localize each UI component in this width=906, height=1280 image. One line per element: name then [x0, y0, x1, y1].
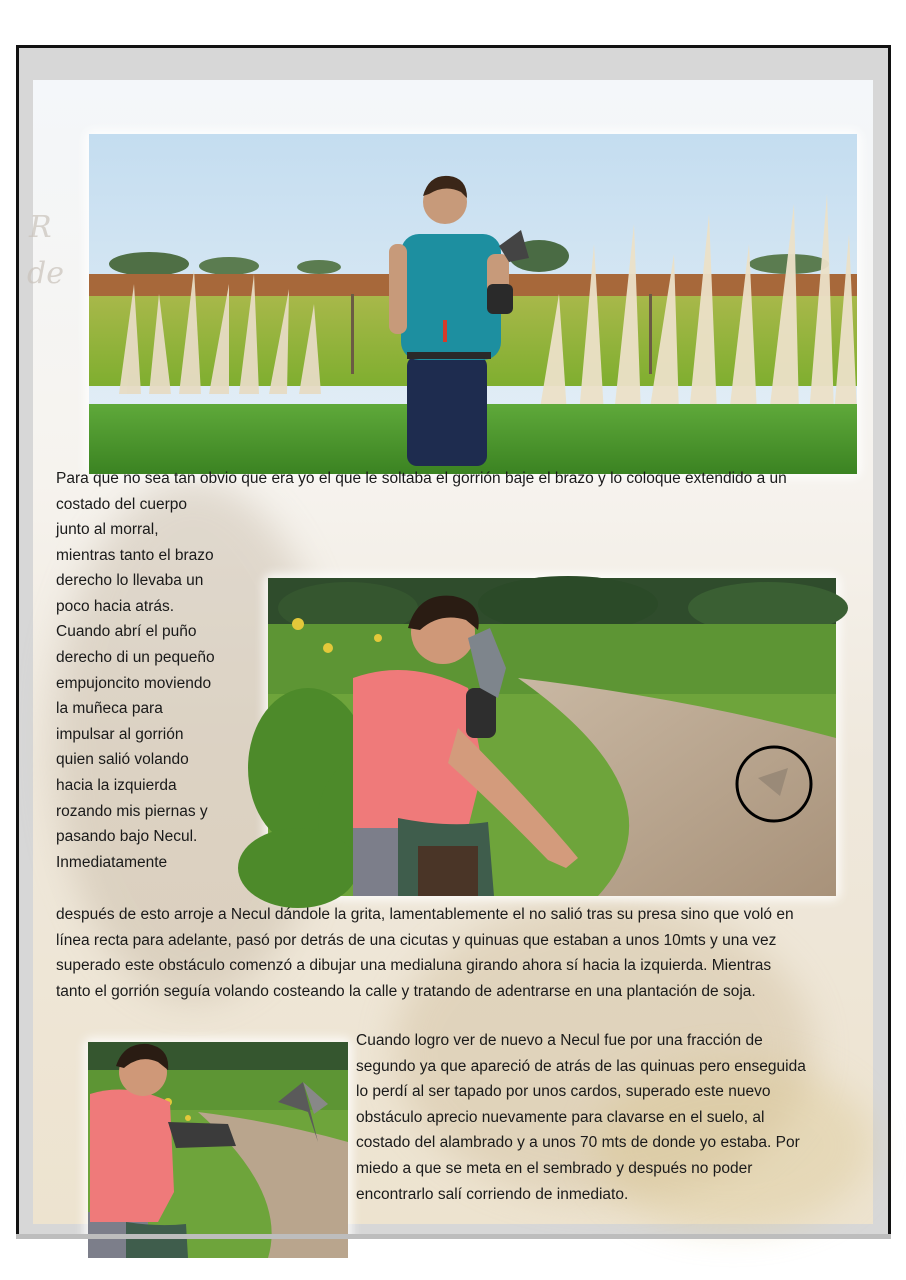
text-line: miedo a que se meta en el sembrado y después no poder	[356, 1159, 753, 1177]
page-frame	[16, 45, 891, 1237]
text-line: lo perdí al ser tapado por unos cardos, superado este nuevo	[356, 1083, 771, 1101]
photo-falconer-pampas-grass-image	[89, 134, 857, 474]
paragraph-intro	[56, 466, 787, 517]
text-line: derecho lo llevaba un	[56, 572, 204, 590]
photo-falconer-pampas-grass	[89, 134, 857, 474]
text-line: rozando mis piernas y	[56, 802, 208, 820]
text-line: Para que no sea tan obvio que era yo el que le soltaba el gorrión baje el brazo y lo coloque extendido a un	[56, 470, 787, 487]
paragraph-full	[56, 902, 794, 1004]
text-line: Cuando logro ver de nuevo a Necul fue por una fracción de	[356, 1032, 763, 1049]
text-line: empujoncito moviendo	[56, 674, 212, 692]
photo-bird-takeoff-image	[88, 1042, 348, 1258]
text-line: la muñeca para	[56, 700, 163, 718]
text-line: obstáculo aprecio nuevamente para clavarse en el suelo, al	[356, 1108, 765, 1126]
text-line: Cuando abrí el puño	[56, 623, 197, 641]
page-shadow	[16, 1234, 891, 1239]
paragraph-final	[356, 1028, 806, 1207]
text-line: derecho di un pequeño	[56, 648, 215, 666]
text-line: pasando bajo Necul.	[56, 828, 198, 846]
watermark-letter: R	[29, 210, 52, 245]
text-line: superado este obstáculo comenzó a dibujar una medialuna girando ahora sí hacia la izquierda. Mientras	[56, 957, 772, 975]
text-line: poco hacia atrás.	[56, 597, 175, 615]
text-line: quien salió volando	[56, 751, 189, 769]
text-line: segundo ya que apareció de atrás de las quinuas pero enseguida	[356, 1057, 806, 1075]
text-line: línea recta para adelante, pasó por detrás de una cicutas y quinuas que estaban a unos 10mts y una vez	[56, 931, 777, 949]
text-line: hacia la izquierda	[56, 776, 177, 794]
text-line: encontrarlo salí corriendo de inmediato.	[356, 1185, 629, 1203]
photo-bird-takeoff	[88, 1042, 348, 1258]
paragraph-side	[56, 517, 215, 875]
watermark-letter: de	[27, 256, 64, 291]
photo-release-dirt-road	[268, 578, 836, 896]
text-line: mientras tanto el brazo	[56, 546, 214, 564]
page-content	[27, 80, 873, 1224]
photo-release-dirt-road-image	[268, 578, 836, 896]
text-line: después de esto arroje a Necul dándole la grita, lamentablemente el no salió tras su presa sino que voló en	[56, 906, 794, 923]
text-line: junto al morral,	[56, 521, 159, 538]
text-line: Inmediatamente	[56, 853, 168, 871]
text-line: tanto el gorrión seguía volando costeando la calle y tratando de adentrarse en una plantación de soja.	[56, 982, 756, 1000]
text-line: costado del cuerpo	[56, 495, 187, 513]
text-line: costado del alambrado y a unos 70 mts de donde yo estaba. Por	[356, 1134, 800, 1152]
text-line: impulsar al gorrión	[56, 725, 184, 743]
